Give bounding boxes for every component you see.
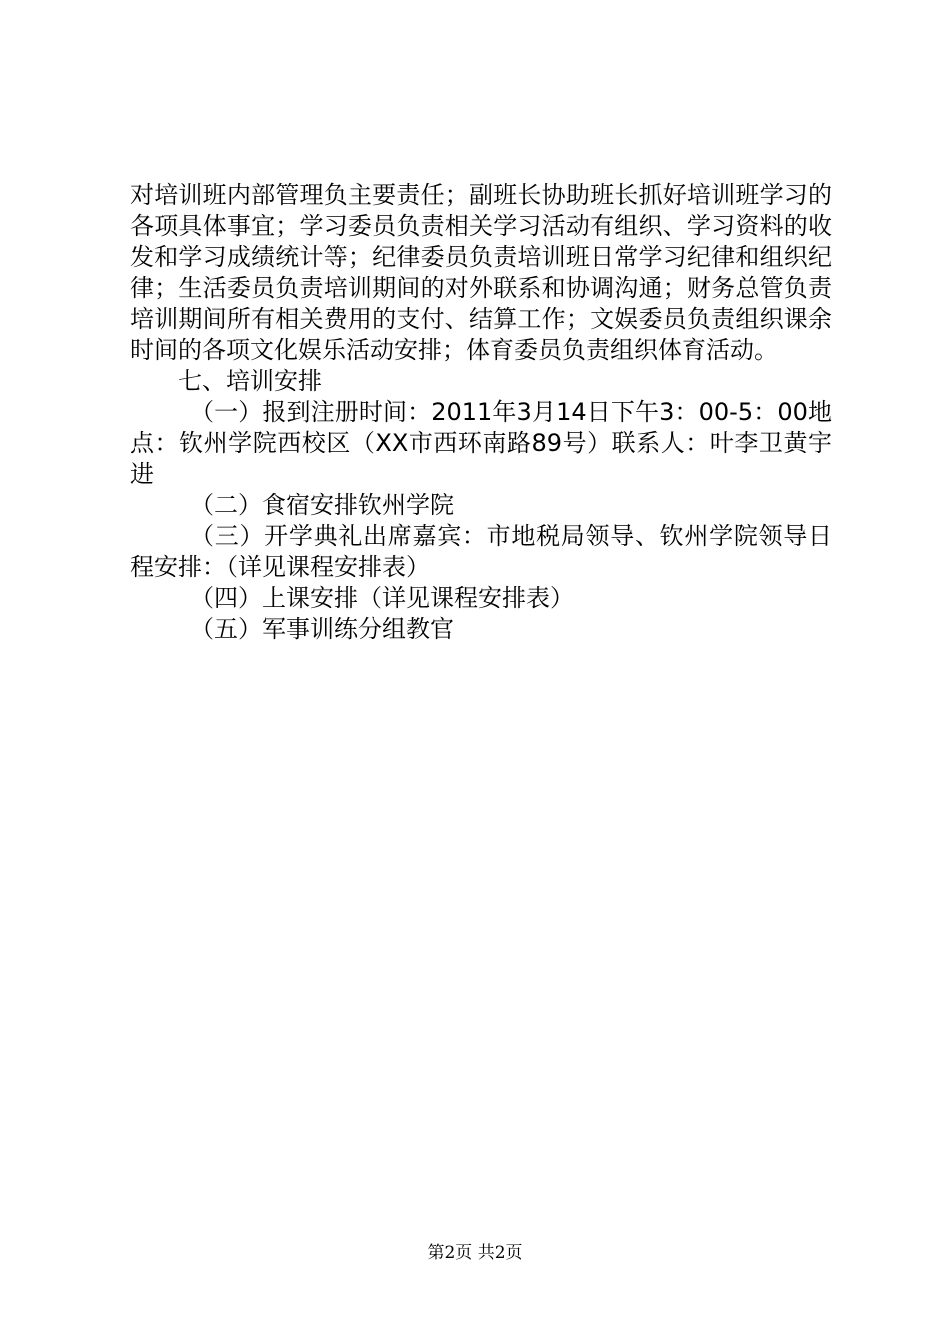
page-number-label: 第2页 共2页 — [427, 1243, 523, 1263]
paragraph-accommodation: （二）食宿安排钦州学院 — [190, 491, 454, 519]
paragraph-class-schedule: （四）上课安排（详见课程安排表） — [190, 584, 574, 612]
section-heading-training-arrangement: 七、培训安排 — [178, 367, 322, 395]
document-body — [130, 180, 832, 645]
page-footer — [0, 1242, 950, 1264]
paragraph-military-training: （五）军事训练分组教官 — [190, 615, 454, 643]
paragraph-registration: （一）报到注册时间：2011年3月14日下午3：00-5：00地点：钦州学院西校区（XX市西环南路89号）联系人：叶李卫黄宇进 — [130, 398, 832, 488]
paragraph-opening-ceremony: （三）开学典礼出席嘉宾：市地税局领导、钦州学院领导日程安排：（详见课程安排表） — [130, 522, 832, 581]
paragraph-responsibilities: 对培训班内部管理负主要责任；副班长协助班长抓好培训班学习的各项具体事宜；学习委员负责相关学习活动有组织、学习资料的收发和学习成绩统计等；纪律委员负责培训班日常学习纪律和组织纪律；生活委员负责培训期间的对外联系和协调沟通；财务总管负责培训期间所有相关费用的支付、结算工作；文娱委员负责组织课余时间的各项文化娱乐活动安排；体育委员负责组织体育活动。 — [130, 181, 832, 364]
